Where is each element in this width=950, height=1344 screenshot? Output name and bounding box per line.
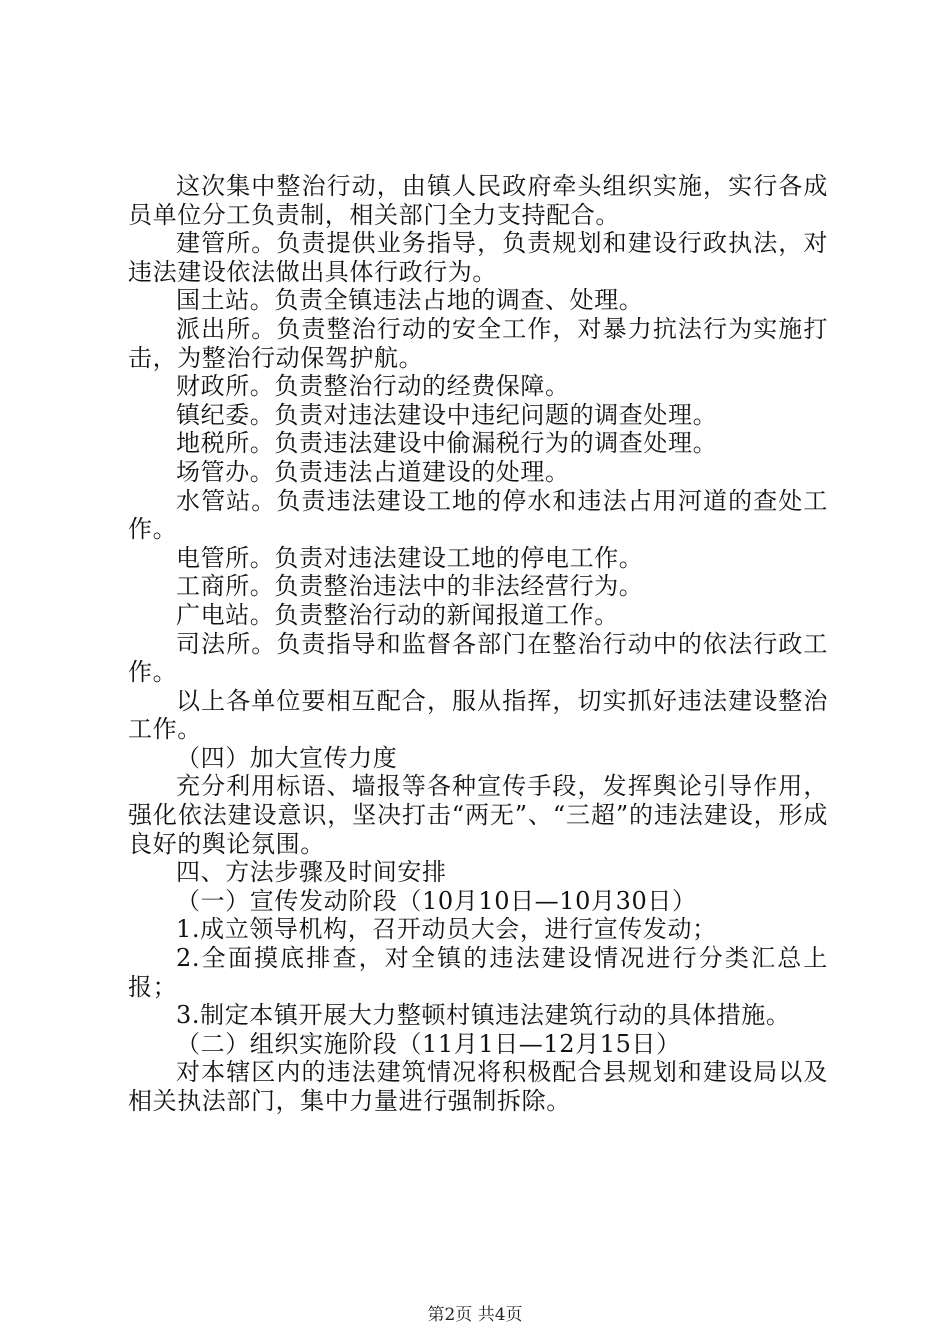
paragraph: 司法所。负责指导和监督各部门在整治行动中的依法行政工作。 [128,629,828,687]
list-item: 1.成立领导机构，召开动员大会，进行宣传发动； [176,915,717,944]
section-heading: （二）组织实施阶段（11月1日—12月15日） [176,1029,681,1058]
paragraph: 工商所。负责整治违法中的非法经营行为。 [176,572,644,601]
paragraph: 这次集中整治行动，由镇人民政府牵头组织实施，实行各成员单位分工负责制，相关部门全力支持配合。 [128,172,828,229]
paragraph: 场管办。负责违法占道建设的处理。 [176,457,570,486]
paragraph: 对本辖区内的违法建筑情况将积极配合县规划和建设局以及相关执法部门，集中力量进行强制拆除。 [128,1058,828,1115]
paragraph: 广电站。负责整治行动的新闻报道工作。 [176,600,619,629]
section-heading: （四）加大宣传力度 [176,743,398,772]
paragraph: 地税所。负责违法建设中偷漏税行为的调查处理。 [176,429,718,458]
section-heading: 四、方法步骤及时间安排 [176,858,447,887]
paragraph: 以上各单位要相互配合，服从指挥，切实抓好违法建设整治工作。 [128,686,828,744]
section-heading: （一）宣传发动阶段（10月10日—10月30日） [176,886,697,915]
paragraph: 财政所。负责整治行动的经费保障。 [176,372,570,401]
paragraph: 镇纪委。负责对违法建设中违纪问题的调查处理。 [176,400,718,429]
list-item: 3.制定本镇开展大力整顿村镇违法建筑行动的具体措施。 [176,1001,791,1030]
paragraph: 派出所。负责整治行动的安全工作，对暴力抗法行为实施打击，为整治行动保驾护航。 [128,314,828,372]
list-item: 2.全面摸底排查，对全镇的违法建设情况进行分类汇总上报； [128,944,828,1001]
page-footer: 第2页 共4页 [427,1305,523,1325]
paragraph: 充分利用标语、墙报等各种宣传手段，发挥舆论引导作用，强化依法建设意识，坚决打击“两无”、“三超”的违法建设，形成良好的舆论氛围。 [128,772,828,858]
document-body [128,172,828,1116]
paragraph: 电管所。负责对违法建设工地的停电工作。 [176,543,644,572]
paragraph: 水管站。负责违法建设工地的停水和违法占用河道的查处工作。 [128,486,828,544]
paragraph: 国土站。负责全镇违法占地的调查、处理。 [176,286,644,315]
paragraph: 建管所。负责提供业务指导，负责规划和建设行政执法，对违法建设依法做出具体行政行为。 [128,229,828,286]
